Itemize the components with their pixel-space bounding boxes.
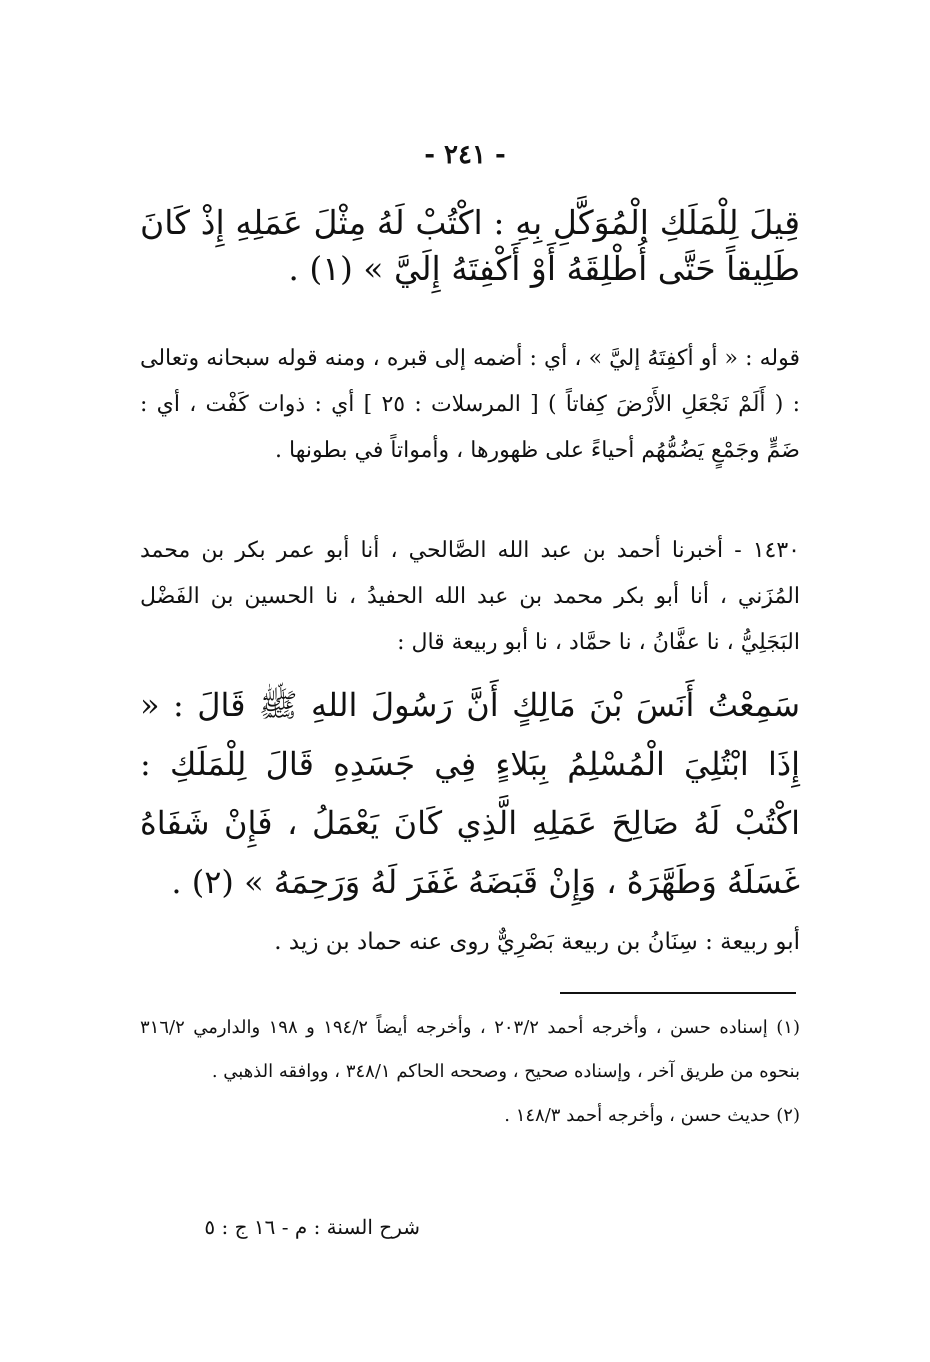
commentary-paragraph: قوله : « أو أكفِتَهُ إليَّ » ، أي : أضمه إلى قبره ، ومنه قوله سبحانه وتعالى : ( أَلَمْ نَجْعَلِ الأَرْضَ كِفاتاً ) [ المرسلات : ٢٥ ] أي : ذوات كَفْت ، أي : ضَمٍّ وجَمْعٍ يَضُمُّهُم أحياءً على ظهورها ، وأمواتاً في بطونها . [140, 346, 800, 463]
printer-signature: شرح السنة : م - ١٦ ج : ٥ [204, 1215, 420, 1239]
footnote-1: (١) إسناده حسن ، وأخرجه أحمد ٢٠٣/٢ ، وأخرجه أيضاً ١٩٤/٢ و ١٩٨ والدارمي ٣١٦/٢ بنحوه من طريق آخر ، وإسناده صحيح ، وصححه الحاكم ٣٤٨/١ ، ووافقه الذهبي . [140, 1017, 800, 1082]
hadith-text: سَمِعْتُ أَنَسَ بْنَ مَالِكٍ أَنَّ رَسُولَ اللهِ ﷺ قَالَ : « إِذَا ابْتُلِيَ الْمُسْلِمُ بِبَلاءٍ فِي جَسَدِهِ قَالَ لِلْمَلَكِ : اكْتُبْ لَهُ صَالِحَ عَمَلِهِ الَّذِي كَانَ يَعْمَلُ ، فَإِنْ شَفَاهُ غَسَلَهُ وَطَهَّرَهُ ، وَإِنْ قَبَضَهُ غَفَرَ لَهُ وَرَحِمَهُ » (٢) . [140, 686, 800, 901]
footnote-2: (٢) حديث حسن ، وأخرجه أحمد ١٤٨/٣ . [504, 1105, 800, 1126]
page-number: - ٢٤١ - [424, 140, 506, 170]
footnotes [140, 1006, 800, 1138]
chain-of-narration: ١٤٣٠ - أخبرنا أحمد بن عبد الله الصَّالحي ، أنا أبو عمر بكر بن محمد المُزَني ، أنا أبو بكر محمد بن عبد الله الحفيدُ ، نا الحسين بن الفَضْل البَجَلِيُّ ، نا عفَّانُ ، نا حمَّاد ، نا أبو ربيعة قال : [140, 538, 800, 655]
hadith-continuation: قِيلَ لِلْمَلَكِ الْمُوَكَّلِ بِهِ : اكْتُبْ لَهُ مِثْلَ عَمَلِهِ إِذْ كَانَ طَلِيقاً حَتَّى أُطْلِقَهُ أَوْ أَكْفِتَهُ إِلَيَّ » (١) . [140, 203, 800, 288]
footnote-divider [560, 992, 796, 994]
narrator-note: أبو ربيعة : سِنَانُ بن ربيعة بَصْرِيٌّ روى عنه حماد بن زيد . [274, 929, 800, 955]
